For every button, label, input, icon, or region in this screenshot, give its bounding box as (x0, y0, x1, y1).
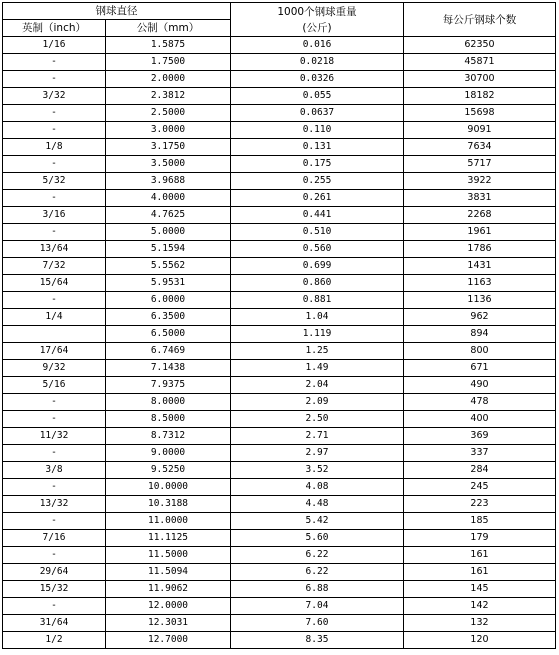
cell-weight: 0.441 (231, 207, 404, 224)
cell-inch: 3/8 (3, 462, 106, 479)
cell-count: 800 (404, 343, 556, 360)
cell-inch: 31/64 (3, 615, 106, 632)
table-row (3, 105, 556, 122)
cell-count: 179 (404, 530, 556, 547)
cell-inch: 15/32 (3, 581, 106, 598)
cell-inch: 1/2 (3, 632, 106, 649)
cell-inch: - (3, 54, 106, 71)
cell-weight: 0.510 (231, 224, 404, 241)
steel-ball-table (2, 2, 556, 649)
diameter-group-header: 钢球直径 (3, 3, 231, 20)
cell-mm: 8.7312 (106, 428, 231, 445)
table-row (3, 326, 556, 343)
table-row (3, 445, 556, 462)
cell-inch: 5/16 (3, 377, 106, 394)
cell-weight: 0.175 (231, 156, 404, 173)
cell-count: 1786 (404, 241, 556, 258)
cell-mm: 8.0000 (106, 394, 231, 411)
cell-count: 3922 (404, 173, 556, 190)
table-row (3, 275, 556, 292)
cell-count: 894 (404, 326, 556, 343)
cell-weight: 0.881 (231, 292, 404, 309)
steel-ball-table-container (2, 2, 556, 649)
cell-weight: 4.08 (231, 479, 404, 496)
table-row (3, 462, 556, 479)
table-row (3, 547, 556, 564)
table-row (3, 411, 556, 428)
cell-weight: 2.71 (231, 428, 404, 445)
cell-weight: 1.25 (231, 343, 404, 360)
cell-inch: 1/4 (3, 309, 106, 326)
table-row (3, 598, 556, 615)
cell-inch: - (3, 547, 106, 564)
cell-weight: 5.42 (231, 513, 404, 530)
cell-mm: 6.0000 (106, 292, 231, 309)
cell-inch: 15/64 (3, 275, 106, 292)
cell-count: 18182 (404, 88, 556, 105)
cell-mm: 7.9375 (106, 377, 231, 394)
cell-weight: 2.09 (231, 394, 404, 411)
cell-count: 671 (404, 360, 556, 377)
table-row (3, 581, 556, 598)
cell-count: 142 (404, 598, 556, 615)
table-row (3, 190, 556, 207)
table-row (3, 428, 556, 445)
cell-count: 1961 (404, 224, 556, 241)
table-row (3, 632, 556, 649)
cell-inch: - (3, 122, 106, 139)
cell-mm: 5.5562 (106, 258, 231, 275)
cell-weight: 6.22 (231, 564, 404, 581)
weight-header-line1: 1000个钢球重量 (277, 5, 357, 18)
table-row (3, 615, 556, 632)
cell-mm: 7.1438 (106, 360, 231, 377)
cell-count: 161 (404, 547, 556, 564)
cell-inch: - (3, 292, 106, 309)
table-row (3, 207, 556, 224)
cell-inch: 13/64 (3, 241, 106, 258)
cell-mm: 4.7625 (106, 207, 231, 224)
table-row (3, 37, 556, 54)
table-row (3, 173, 556, 190)
cell-weight: 0.0637 (231, 105, 404, 122)
cell-inch: 29/64 (3, 564, 106, 581)
cell-inch: - (3, 445, 106, 462)
cell-mm: 11.0000 (106, 513, 231, 530)
table-row (3, 122, 556, 139)
cell-weight: 7.60 (231, 615, 404, 632)
table-row (3, 258, 556, 275)
cell-weight: 5.60 (231, 530, 404, 547)
cell-count: 478 (404, 394, 556, 411)
cell-mm: 4.0000 (106, 190, 231, 207)
cell-inch: 9/32 (3, 360, 106, 377)
cell-mm: 3.0000 (106, 122, 231, 139)
table-row (3, 309, 556, 326)
cell-count: 45871 (404, 54, 556, 71)
cell-weight: 0.0218 (231, 54, 404, 71)
cell-weight: 4.48 (231, 496, 404, 513)
cell-weight: 0.110 (231, 122, 404, 139)
table-row (3, 394, 556, 411)
cell-inch: 11/32 (3, 428, 106, 445)
table-row (3, 377, 556, 394)
cell-mm: 2.5000 (106, 105, 231, 122)
cell-mm: 10.3188 (106, 496, 231, 513)
table-row (3, 224, 556, 241)
cell-count: 132 (404, 615, 556, 632)
cell-inch: 1/16 (3, 37, 106, 54)
cell-mm: 9.5250 (106, 462, 231, 479)
table-body (3, 37, 556, 649)
cell-inch: - (3, 224, 106, 241)
cell-inch: 7/32 (3, 258, 106, 275)
cell-mm: 11.5094 (106, 564, 231, 581)
cell-mm: 1.7500 (106, 54, 231, 71)
cell-inch: - (3, 71, 106, 88)
cell-inch: - (3, 411, 106, 428)
cell-count: 490 (404, 377, 556, 394)
cell-mm: 11.1125 (106, 530, 231, 547)
cell-count: 7634 (404, 139, 556, 156)
cell-inch: - (3, 513, 106, 530)
cell-weight: 1.04 (231, 309, 404, 326)
count-header: 每公斤钢球个数 (404, 3, 556, 37)
table-row (3, 54, 556, 71)
cell-mm: 6.3500 (106, 309, 231, 326)
cell-inch: - (3, 598, 106, 615)
table-row (3, 496, 556, 513)
cell-mm: 8.5000 (106, 411, 231, 428)
cell-weight: 0.699 (231, 258, 404, 275)
cell-weight: 0.055 (231, 88, 404, 105)
cell-inch: - (3, 105, 106, 122)
cell-mm: 5.9531 (106, 275, 231, 292)
cell-mm: 6.7469 (106, 343, 231, 360)
cell-count: 30700 (404, 71, 556, 88)
cell-mm: 3.5000 (106, 156, 231, 173)
weight-header (231, 3, 404, 37)
cell-count: 1136 (404, 292, 556, 309)
table-row (3, 564, 556, 581)
table-row (3, 360, 556, 377)
cell-inch: - (3, 394, 106, 411)
cell-weight: 0.0326 (231, 71, 404, 88)
cell-mm: 6.5000 (106, 326, 231, 343)
table-row (3, 292, 556, 309)
cell-inch: - (3, 479, 106, 496)
cell-weight: 0.016 (231, 37, 404, 54)
cell-mm: 12.3031 (106, 615, 231, 632)
cell-inch: 7/16 (3, 530, 106, 547)
cell-weight: 1.49 (231, 360, 404, 377)
header-row-top (3, 3, 556, 20)
cell-count: 9091 (404, 122, 556, 139)
cell-count: 161 (404, 564, 556, 581)
cell-count: 369 (404, 428, 556, 445)
cell-count: 145 (404, 581, 556, 598)
cell-weight: 2.04 (231, 377, 404, 394)
mm-header: 公制（mm） (106, 20, 231, 37)
weight-header-line2: (公斤) (302, 21, 332, 34)
cell-count: 15698 (404, 105, 556, 122)
table-row (3, 139, 556, 156)
cell-weight: 8.35 (231, 632, 404, 649)
table-row (3, 88, 556, 105)
cell-count: 962 (404, 309, 556, 326)
cell-mm: 12.7000 (106, 632, 231, 649)
cell-inch: 13/32 (3, 496, 106, 513)
cell-weight: 0.255 (231, 173, 404, 190)
table-row (3, 343, 556, 360)
cell-count: 223 (404, 496, 556, 513)
table-row (3, 156, 556, 173)
cell-mm: 12.0000 (106, 598, 231, 615)
cell-count: 400 (404, 411, 556, 428)
cell-mm: 5.1594 (106, 241, 231, 258)
cell-inch: 17/64 (3, 343, 106, 360)
table-row (3, 71, 556, 88)
cell-inch: 5/32 (3, 173, 106, 190)
table-row (3, 241, 556, 258)
cell-count: 62350 (404, 37, 556, 54)
cell-weight: 1.119 (231, 326, 404, 343)
cell-count: 1431 (404, 258, 556, 275)
cell-count: 284 (404, 462, 556, 479)
table-row (3, 513, 556, 530)
cell-inch: 1/8 (3, 139, 106, 156)
cell-inch: - (3, 190, 106, 207)
cell-weight: 0.860 (231, 275, 404, 292)
cell-mm: 2.0000 (106, 71, 231, 88)
cell-count: 245 (404, 479, 556, 496)
cell-count: 1163 (404, 275, 556, 292)
cell-mm: 10.0000 (106, 479, 231, 496)
cell-weight: 0.261 (231, 190, 404, 207)
cell-weight: 3.52 (231, 462, 404, 479)
cell-inch: 3/32 (3, 88, 106, 105)
cell-mm: 11.5000 (106, 547, 231, 564)
cell-mm: 2.3812 (106, 88, 231, 105)
cell-count: 2268 (404, 207, 556, 224)
cell-count: 120 (404, 632, 556, 649)
table-row (3, 479, 556, 496)
cell-mm: 1.5875 (106, 37, 231, 54)
cell-mm: 11.9062 (106, 581, 231, 598)
cell-weight: 6.22 (231, 547, 404, 564)
cell-weight: 0.560 (231, 241, 404, 258)
cell-weight: 2.97 (231, 445, 404, 462)
cell-mm: 9.0000 (106, 445, 231, 462)
cell-inch: - (3, 156, 106, 173)
cell-count: 3831 (404, 190, 556, 207)
cell-weight: 0.131 (231, 139, 404, 156)
cell-inch (3, 326, 106, 343)
inch-header: 英制（inch） (3, 20, 106, 37)
table-row (3, 530, 556, 547)
cell-count: 337 (404, 445, 556, 462)
cell-count: 5717 (404, 156, 556, 173)
cell-count: 185 (404, 513, 556, 530)
cell-inch: 3/16 (3, 207, 106, 224)
cell-weight: 7.04 (231, 598, 404, 615)
cell-mm: 5.0000 (106, 224, 231, 241)
cell-weight: 2.50 (231, 411, 404, 428)
cell-mm: 3.9688 (106, 173, 231, 190)
cell-mm: 3.1750 (106, 139, 231, 156)
cell-weight: 6.88 (231, 581, 404, 598)
